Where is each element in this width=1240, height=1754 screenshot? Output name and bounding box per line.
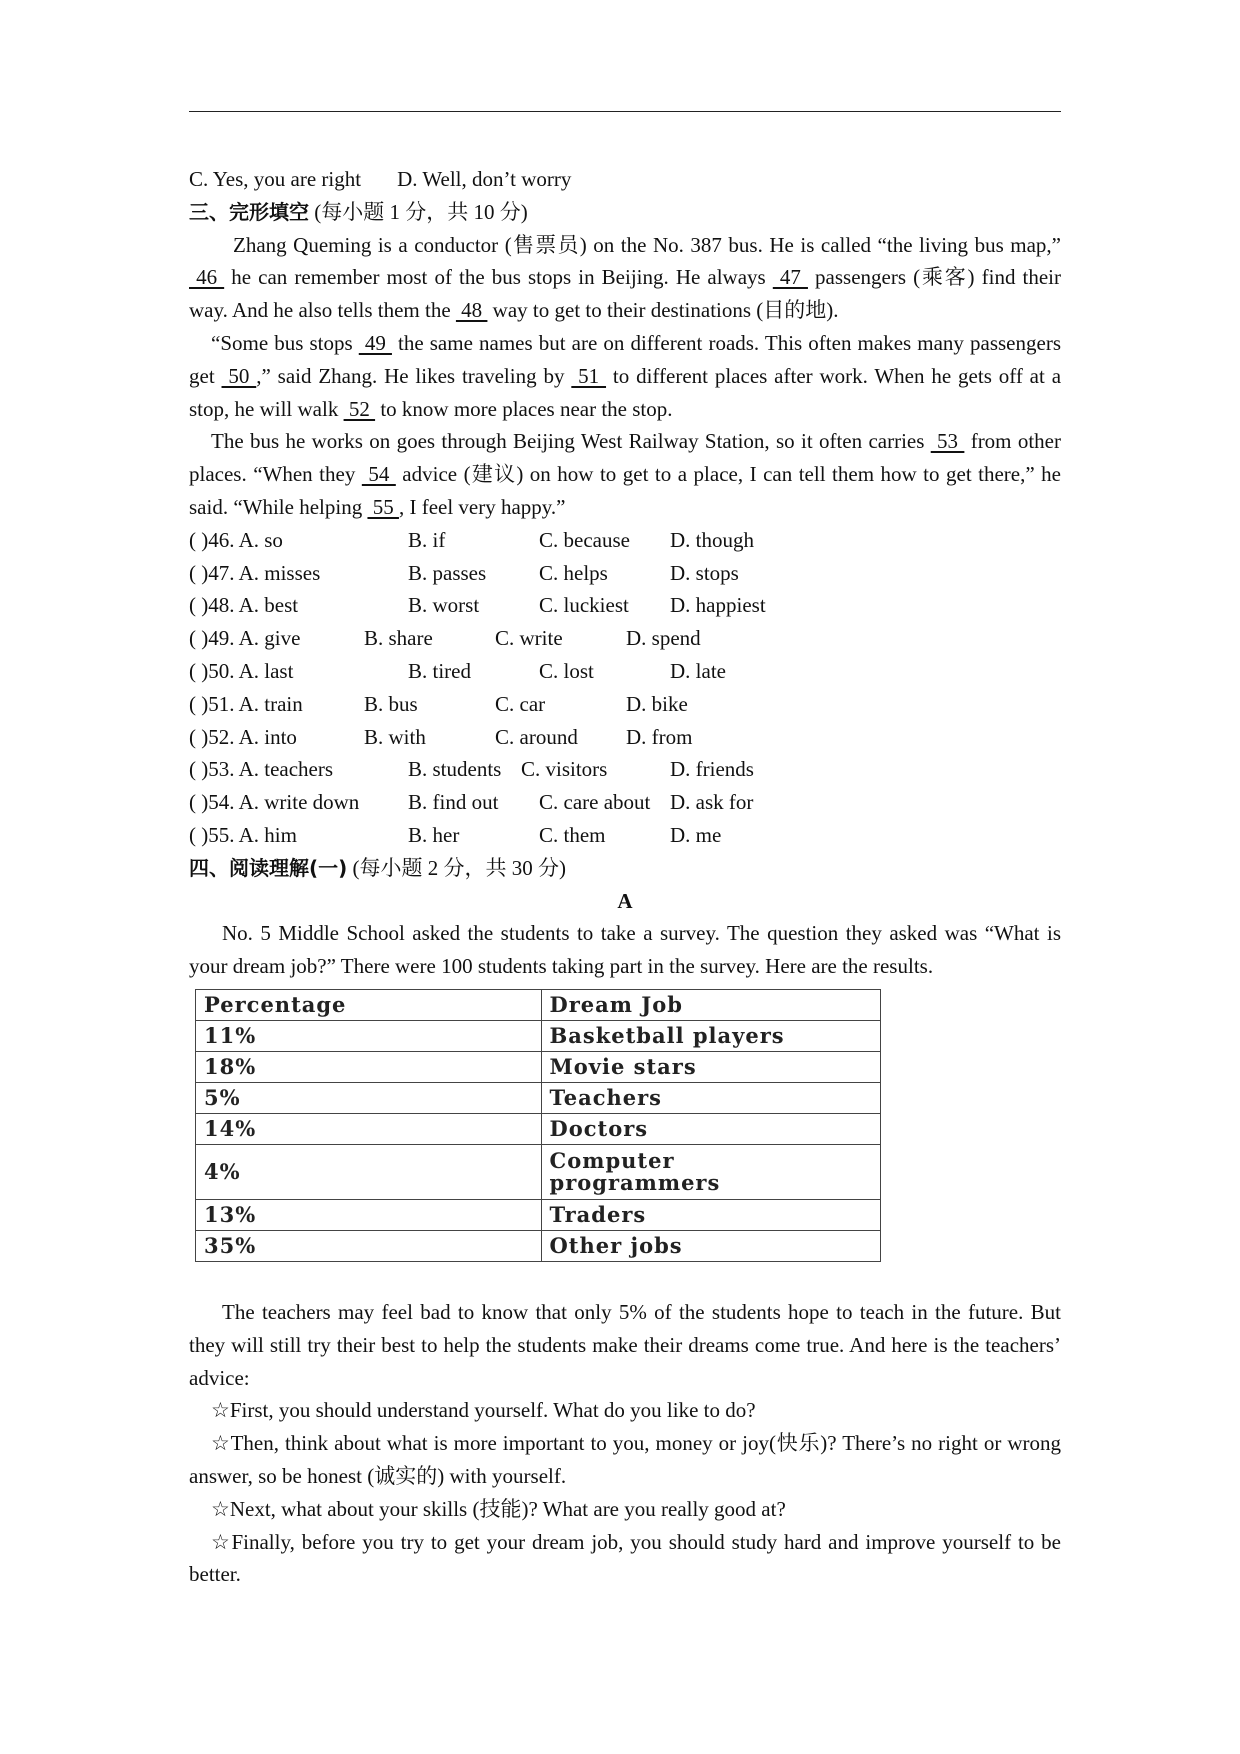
option-b: B. if [408,527,446,552]
blank-50: 50 [221,363,257,388]
cloze-text: ,” said Zhang. He likes traveling by [256,363,572,388]
option-c: C. write [495,626,563,651]
option-c: C. luckiest [539,593,629,618]
question-number-option-a: ( )46. A. so [189,527,283,552]
cloze-paragraph-2 [189,327,1061,425]
question-number-option-a: ( )51. A. train [189,691,303,716]
spacer [189,1262,1061,1296]
blank-53: 53 [930,429,965,454]
table-header-row [196,989,881,1020]
option-d: D. happiest [670,593,766,618]
q45-options-row [189,163,1061,196]
option-d: D. ask for [670,790,754,815]
option-d: D. late [670,658,726,683]
cloze-text: way to get to their destinations (目的地). [487,298,839,323]
option-c: C. Yes, you are right [189,167,362,191]
table-body [196,1020,881,1261]
advice-tip-2: ☆Then, think about what is more important to you, money or joy(快乐)? There’s no right or wrong answer, so be honest (诚实的) with yourself. [189,1431,1061,1488]
percentage-cell: 35% [196,1230,542,1261]
dream-job-cell: Traders [541,1199,880,1230]
table-row [196,1144,881,1199]
option-c: C. lost [539,658,594,683]
option-d: D. Well, don’t worry [397,167,572,191]
option-d: D. bike [626,691,688,716]
cloze-text: The bus he works on goes through Beijing West Railway Station, so it often carries [211,429,931,454]
advice-tip-3: ☆Next, what about your skills (技能)? What are you really good at? [211,1496,786,1521]
cloze-text: the same names but are on different roads. This often makes many passengers get [189,330,1061,388]
option-b: B. worst [408,593,480,618]
option-b: B. with [364,724,426,749]
question-row [189,721,1061,754]
percentage-cell: 5% [196,1082,542,1113]
cloze-text: from other places. “When they [189,429,1061,487]
question-row [189,622,1061,655]
question-row [189,589,1061,622]
question-number-option-a: ( )52. A. into [189,724,297,749]
table-row [196,1113,881,1144]
option-c: C. them [539,822,606,847]
option-b: B. find out [408,790,499,815]
question-number-option-a: ( )53. A. teachers [189,757,334,782]
blank-55: 55 [367,494,399,519]
question-row [189,655,1061,688]
dream-job-cell: Teachers [541,1082,880,1113]
percentage-cell: 13% [196,1199,542,1230]
blank-47: 47 [772,265,808,290]
page-content [189,163,1061,1591]
option-c: C. because [539,527,630,552]
advice-tip-4: ☆Finally, before you try to get your dream job, you should study hard and improve yourself to be better. [189,1529,1061,1587]
option-c: C. car [495,691,546,716]
option-d: D. though [670,527,754,552]
question-list [189,524,1061,852]
section3-title: 三、完形填空 [189,199,309,224]
cloze-text: advice (建议) on how to get to a place, I can tell them how to get there,” he said. “While helping [189,462,1062,519]
dream-job-cell: Basketball players [541,1020,880,1051]
question-row [189,753,1061,786]
table-row [196,1082,881,1113]
passage-intro: No. 5 Middle School asked the students to take a survey. The question they asked was “What is your dream job?” There were 100 students taking part in the survey. Here are the results. [189,921,1061,979]
cloze-text: to different places after work. When he gets off at a stop, he will walk [189,363,1062,421]
section4-heading [189,852,1061,885]
option-b: B. share [364,626,433,651]
section3-heading [189,196,1061,229]
question-number-option-a: ( )50. A. last [189,658,294,683]
percentage-cell: 11% [196,1020,542,1051]
section4-note: (每小题 2 分，共 30 分) [352,855,567,880]
question-number-option-a: ( )54. A. write down [189,790,360,815]
blank-51: 51 [571,363,607,388]
option-d: D. from [626,724,693,749]
header-dream-job: Dream Job [541,989,880,1020]
advice-tip-1: ☆First, you should understand yourself. What do you like to do? [211,1398,756,1423]
table-row [196,1230,881,1261]
dream-job-cell: Computer programmers [541,1144,880,1199]
option-b: B. tired [408,658,471,683]
question-number-option-a: ( )55. A. him [189,822,297,847]
table-row [196,1199,881,1230]
blank-52: 52 [343,396,376,421]
option-b: B. bus [364,691,418,716]
cloze-text: he can remember most of the bus stops in Beijing. He always [224,265,773,290]
cloze-text: passengers (乘客) find their way. And he also tells them the [189,265,1062,323]
blank-54: 54 [361,462,396,487]
cloze-paragraph-1 [189,229,1061,327]
dream-job-cell: Movie stars [541,1051,880,1082]
dream-job-cell: Doctors [541,1113,880,1144]
option-c: C. care about [539,790,651,815]
passage-label: A [617,888,633,913]
percentage-cell: 14% [196,1113,542,1144]
question-row [189,786,1061,819]
option-d: D. spend [626,626,701,651]
blank-46: 46 [189,265,225,290]
option-c: C. helps [539,560,608,585]
option-c: C. around [495,724,578,749]
question-number-option-a: ( )49. A. give [189,626,301,651]
question-row [189,819,1061,852]
blank-48: 48 [455,298,488,323]
percentage-cell: 18% [196,1051,542,1082]
question-row [189,557,1061,590]
blank-49: 49 [358,330,392,355]
table-row [196,1051,881,1082]
option-d: D. stops [670,560,739,585]
section4-title: 四、阅读理解(一) [189,855,348,880]
question-row [189,688,1061,721]
header-percentage: Percentage [196,989,542,1020]
cloze-text: , I feel very happy.” [398,494,566,519]
passage-paragraph: The teachers may feel bad to know that only 5% of the students hope to teach in the future. But they will still try their best to help the students make their dreams come true. And here is the teachers’ advice: [189,1299,1061,1390]
option-b: B. students [408,757,502,782]
cloze-text: “Some bus stops [211,330,359,355]
option-d: D. friends [670,757,754,782]
question-row [189,524,1061,557]
option-b: B. her [408,822,460,847]
cloze-paragraph-3 [189,425,1061,523]
question-number-option-a: ( )48. A. best [189,593,299,618]
cloze-text: to know more places near the stop. [375,396,673,421]
survey-table [195,989,881,1262]
option-d: D. me [670,822,722,847]
section3-note: (每小题 1 分，共 10 分) [314,199,528,224]
header-rule [189,111,1061,112]
option-c: C. visitors [521,757,608,782]
percentage-cell: 4% [196,1144,542,1199]
cloze-text: Zhang Queming is a conductor (售票员) on the No. 387 bus. He is called “the living bus map,” [233,232,1061,257]
dream-job-cell: Other jobs [541,1230,880,1261]
option-b: B. passes [408,560,487,585]
table-row [196,1020,881,1051]
question-number-option-a: ( )47. A. misses [189,560,321,585]
